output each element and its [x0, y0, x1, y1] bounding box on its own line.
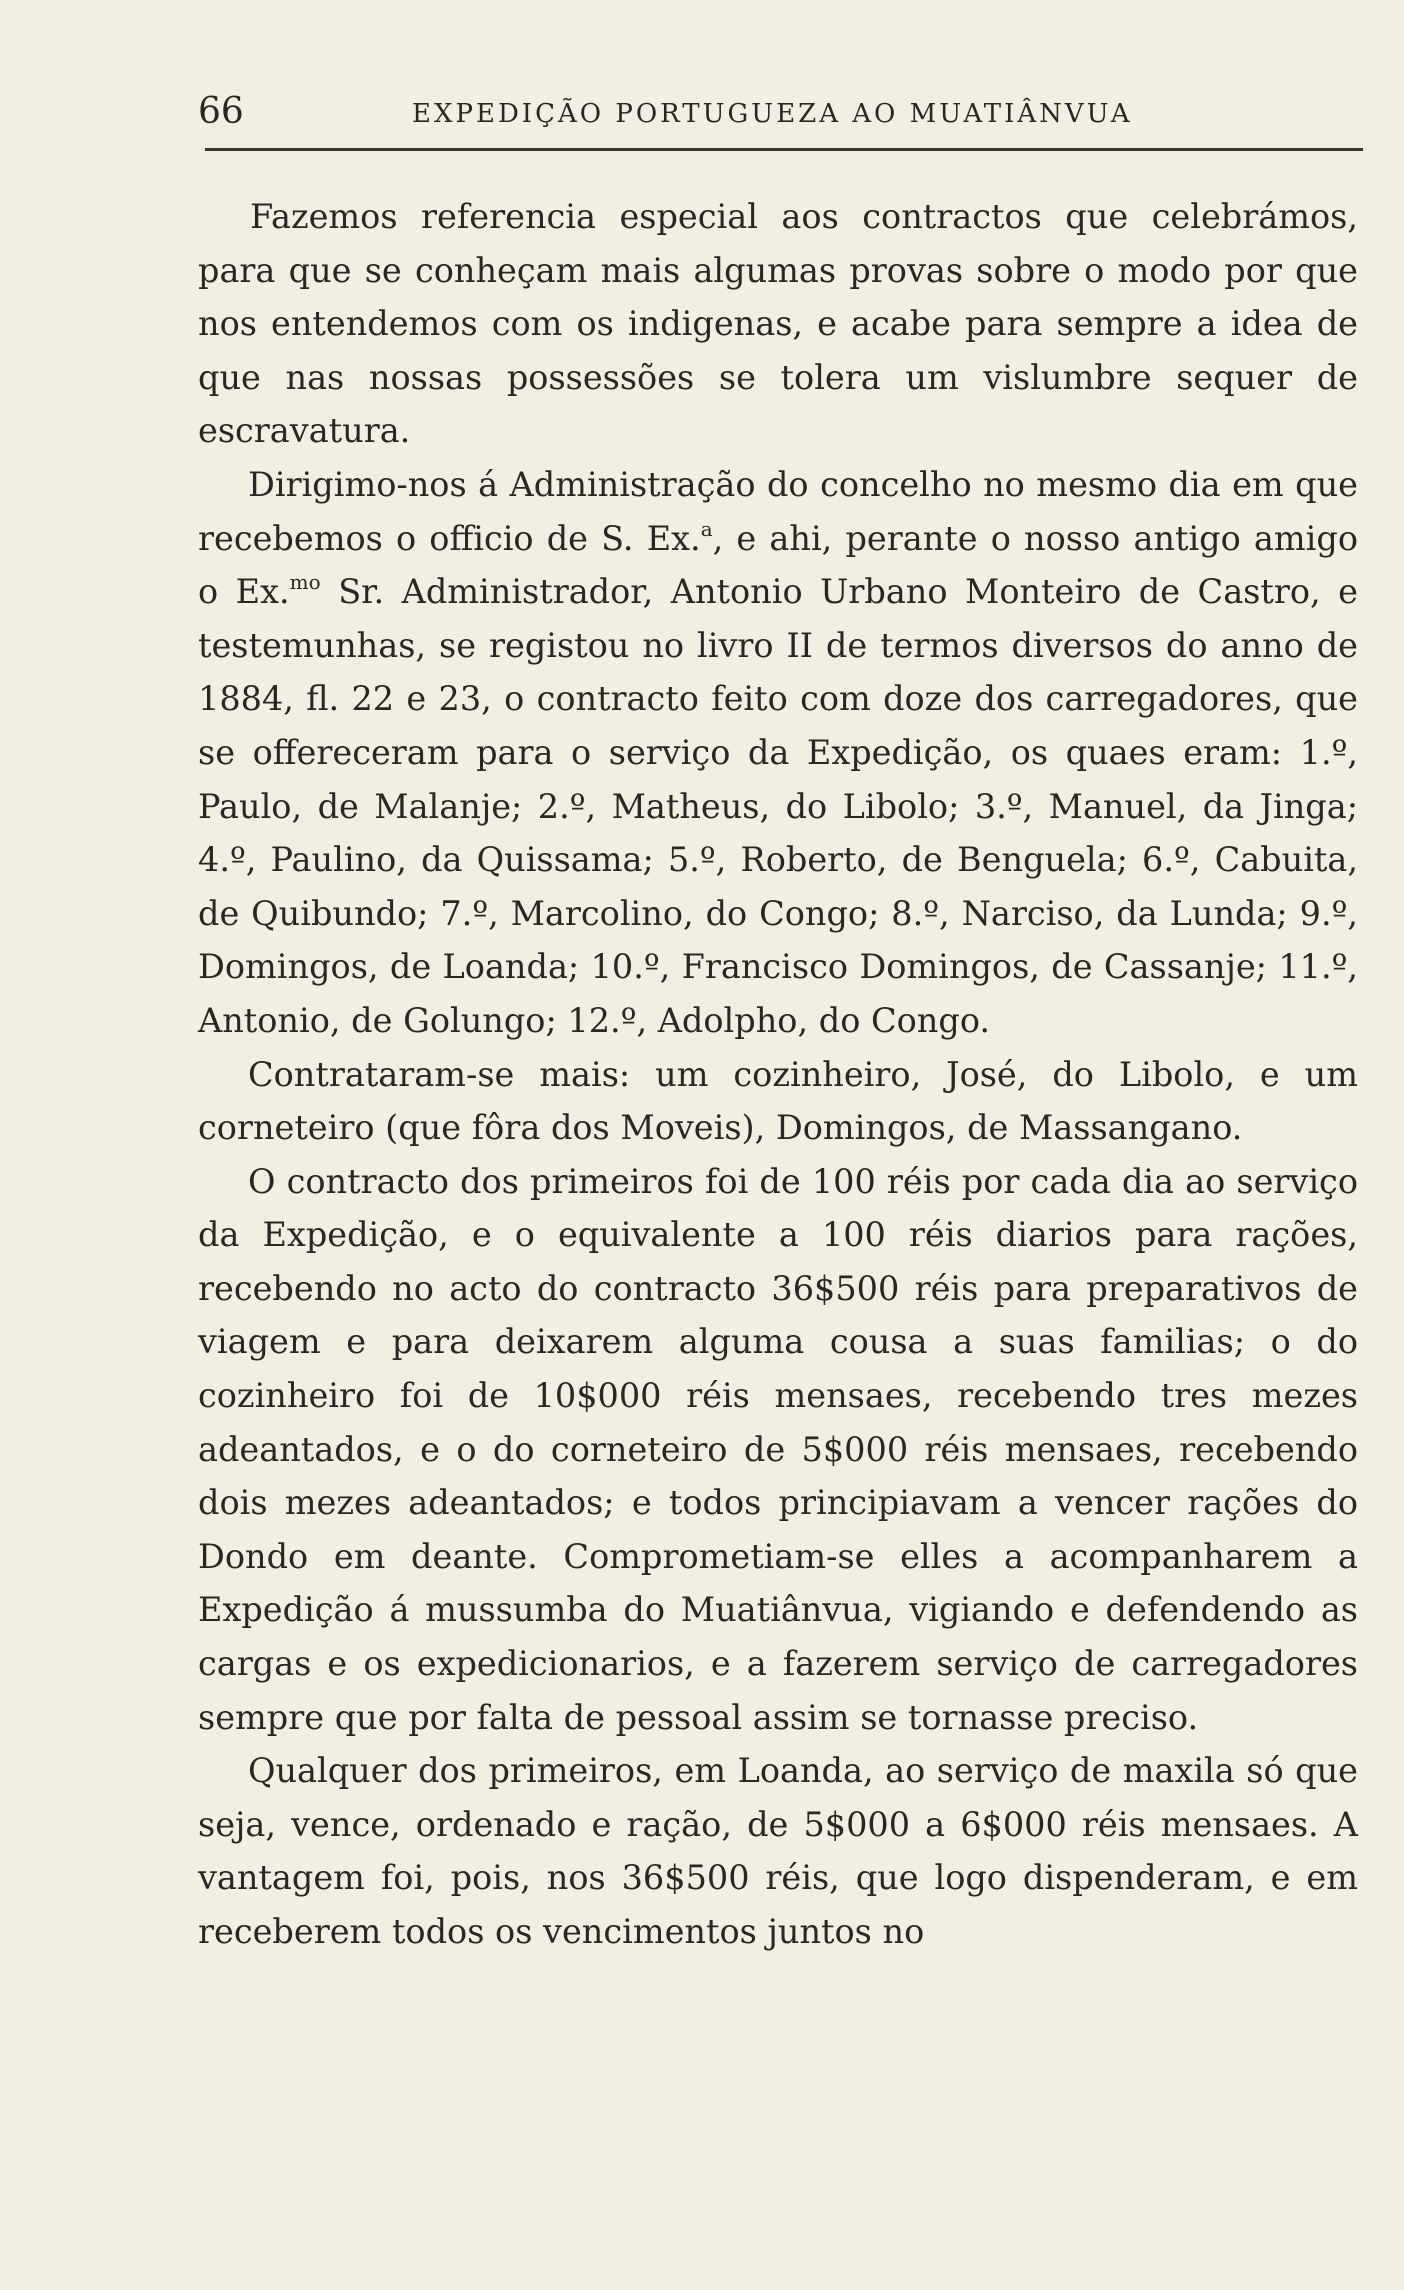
paragraph-1: Fazemos referencia especial aos contractos que celebrámos, para que se conheçam mais algumas provas sobre o modo por que nos entendemos com os indigenas, e acabe para sempre a idea de que nas nossas possessões se tolera um vislumbre sequer de escravatura.: [198, 197, 1358, 451]
paragraph-3: Contrataram-se mais: um cozinheiro, José, do Libolo, e um corneteiro (que fôra dos Moveis), Domingos, de Massangano.: [198, 1054, 1358, 1148]
superscript-a: a: [700, 516, 713, 541]
body-text: [198, 190, 1358, 1959]
page-number: 66: [198, 91, 244, 132]
paragraph-4: O contracto dos primeiros foi de 100 réis por cada dia ao serviço da Expedição, e o equivalente a 100 réis diarios para rações, recebendo no acto do contracto 36$500 réis para preparativos de viagem e para deixarem alguma cousa a suas familias; o do cozinheiro foi de 10$000 réis mensaes, recebendo tres mezes adeantados, e o do corneteiro de 5$000 réis mensaes, recebendo dois mezes adeantados; e todos principiavam a vencer rações do Dondo em deante. Comprometiam-se elles a acompanharem a Expedição á mussumba do Muatiânvua, vigiando e defendendo as cargas e os expedicionarios, e a fazerem serviço de carregadores sempre que por falta de pessoal assim se tornasse preciso.: [198, 1161, 1358, 1737]
paragraph-2-part-2: , e ahi, perante o nosso antigo amigo o Ex.: [198, 518, 1358, 612]
paragraph-2-part-1: Dirigimo-nos á Administração do concelho no mesmo dia em que recebemos o officio de S. Ex.: [198, 464, 1358, 558]
paragraph-5: Qualquer dos primeiros, em Loanda, ao serviço de maxila só que seja, vence, ordenado e ração, de 5$000 a 6$000 réis mensaes. A vantagem foi, pois, nos 36$500 réis, que logo dispenderam, e em receberem todos os vencimentos juntos no: [198, 1751, 1358, 1951]
superscript-mo: mo: [289, 570, 321, 595]
header-rule: [205, 148, 1363, 151]
page-header: [198, 90, 1360, 134]
paragraph-2: [198, 458, 1358, 1048]
running-title: EXPEDIÇÃO PORTUGUEZA AO MUATIÂNVUA: [412, 99, 1133, 129]
paragraph-2-part-3: Sr. Administrador, Antonio Urbano Monteiro de Castro, e testemunhas, se registou no livro II de termos diversos do anno de 1884, fl. 22 e 23, o contracto feito com doze dos carregadores, que se offereceram para o serviço da Expedição, os quaes eram: 1.º, Paulo, de Malanje; 2.º, Matheus, do Libolo; 3.º, Manuel, da Jinga; 4.º, Paulino, da Quissama; 5.º, Roberto, de Benguela; 6.º, Cabuita, de Quibundo; 7.º, Marcolino, do Congo; 8.º, Narciso, da Lunda; 9.º, Domingos, de Loanda; 10.º, Francisco Domingos, de Cassanje; 11.º, Antonio, de Golungo; 12.º, Adolpho, do Congo.: [198, 572, 1358, 1040]
